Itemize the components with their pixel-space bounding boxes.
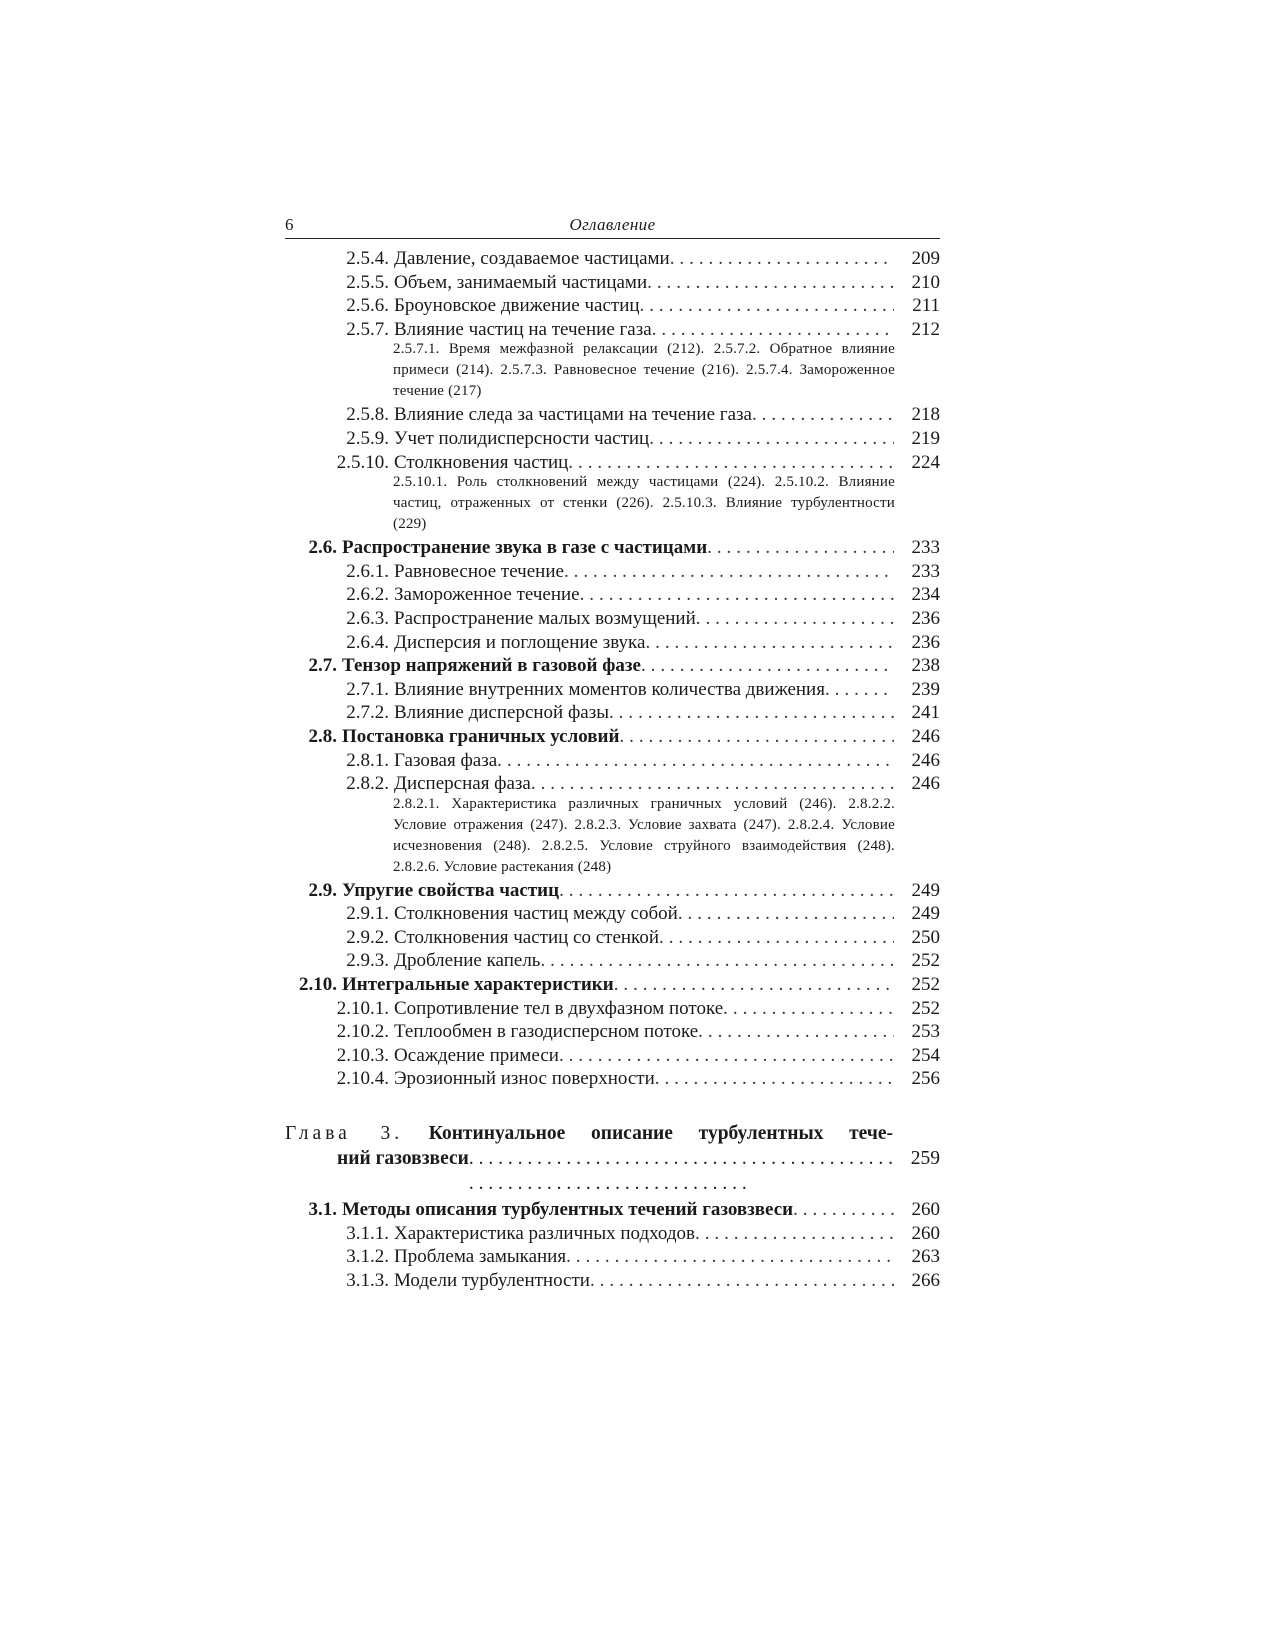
toc-section-entry xyxy=(285,1198,940,1222)
entry-title: Учет полидисперсности частиц xyxy=(394,427,650,449)
entry-number: 2.6.4. xyxy=(346,631,389,653)
entry-title: Теплообмен в газодисперсном потоке xyxy=(394,1021,699,1043)
toc-subsection-entry xyxy=(285,403,940,427)
toc-subsection-entry xyxy=(285,451,940,475)
entry-number: 2.7. xyxy=(308,655,337,677)
toc-subsection-entry xyxy=(285,772,940,796)
entry-number: 2.5.5. xyxy=(346,271,389,293)
entry-page: 249 xyxy=(911,903,940,925)
entry-title: Осаждение примеси xyxy=(394,1044,559,1066)
entry-title: Методы описания турбулентных течений газовзвеси xyxy=(342,1199,794,1221)
entry-number: 2.5.10. xyxy=(336,451,389,473)
entry-title: Столкновения частиц между собой xyxy=(394,903,678,925)
entry-page: 236 xyxy=(911,607,940,629)
toc-section-chapter-2 xyxy=(285,247,940,1091)
dot-leader xyxy=(540,949,894,973)
chapter-title: Континуальное описание турбулентных тече- xyxy=(428,1123,893,1145)
entry-number: 2.8.1. xyxy=(346,749,389,771)
entry-number: 3.1.3. xyxy=(346,1269,389,1291)
header-title: Оглавление xyxy=(569,215,656,234)
entry-page: 211 xyxy=(912,295,940,317)
entry-title: Эрозионный износ поверхности xyxy=(394,1068,655,1090)
entry-title: Влияние частиц на течение газа xyxy=(394,318,652,340)
entry-page: 219 xyxy=(911,427,940,449)
toc-subsection-entry xyxy=(285,949,940,973)
dot-leader xyxy=(590,1269,894,1293)
entry-number: 2.7.2. xyxy=(346,702,389,724)
chapter-heading xyxy=(285,1121,940,1196)
running-header xyxy=(285,212,940,239)
entry-title: Столкновения частиц xyxy=(394,451,569,473)
entry-page: 253 xyxy=(911,1021,940,1043)
entry-page: 256 xyxy=(911,1068,940,1090)
entry-number: 2.9.2. xyxy=(346,926,389,948)
dot-leader xyxy=(652,318,894,342)
toc-subsection-entry xyxy=(285,701,940,725)
toc-section-chapter-3 xyxy=(285,1198,940,1292)
chapter-title-line-2 xyxy=(285,1146,940,1196)
table-of-contents xyxy=(285,247,940,1292)
toc-subsection-entry xyxy=(285,997,940,1021)
entry-number: 2.8.2. xyxy=(346,773,389,795)
entry-title: Дробление капель xyxy=(394,950,541,972)
entry-page: 252 xyxy=(911,974,940,996)
entry-title: Сопротивление тел в двухфазном потоке xyxy=(394,997,724,1019)
toc-subsection-entry xyxy=(285,318,940,342)
entry-title: Влияние следа за частицами на течение газа xyxy=(394,404,752,426)
dot-leader xyxy=(793,1198,894,1222)
dot-leader xyxy=(698,1020,894,1044)
entry-number: 3.1.2. xyxy=(346,1246,389,1268)
entry-page: 239 xyxy=(911,678,940,700)
entry-page: 234 xyxy=(911,584,940,606)
entry-title: Тензор напряжений в газовой фазе xyxy=(342,655,641,677)
toc-subsection-entry xyxy=(285,1269,940,1293)
toc-subsection-entry xyxy=(285,631,940,655)
dot-leader xyxy=(614,973,894,997)
entry-title: Постановка граничных условий xyxy=(342,725,620,747)
entry-page: 246 xyxy=(911,749,940,771)
toc-section-entry xyxy=(285,654,940,678)
entry-number: 2.6.3. xyxy=(346,607,389,629)
entry-page: 254 xyxy=(911,1044,940,1066)
chapter-prefix: Глава 3. xyxy=(285,1123,404,1145)
chapter-title-line-1 xyxy=(285,1121,893,1146)
toc-section-entry xyxy=(285,536,940,560)
toc-subsection-entry xyxy=(285,560,940,584)
entry-title: Распространение малых возмущений xyxy=(394,607,696,629)
entry-page: 260 xyxy=(911,1222,940,1244)
entry-number: 2.8. xyxy=(308,725,337,747)
subsection-list: 2.5.7.1. Время межфазной релаксации (212). 2.5.7.2. Обратное влияние примеси (214). 2.5.7.3. Равновесное течение (216). 2.5.7.4. Замороженное течение (217) xyxy=(393,341,895,400)
entry-number: 2.7.1. xyxy=(346,678,389,700)
entry-number: 2.9.1. xyxy=(346,903,389,925)
dot-leader xyxy=(497,749,894,773)
entry-page: 246 xyxy=(911,773,940,795)
dot-leader xyxy=(696,607,894,631)
entry-page: 249 xyxy=(911,879,940,901)
dot-leader xyxy=(619,725,894,749)
dot-leader xyxy=(564,560,894,584)
dot-leader xyxy=(649,427,894,451)
toc-subsection-entry xyxy=(285,271,940,295)
entry-number: 2.5.6. xyxy=(346,295,389,317)
toc-subsection-entry xyxy=(285,294,940,318)
entry-number: 2.9.3. xyxy=(346,950,389,972)
entry-title: Интегральные характеристики xyxy=(342,974,614,996)
entry-page: 260 xyxy=(911,1199,940,1221)
entry-page: 233 xyxy=(911,560,940,582)
entry-number: 3.1. xyxy=(308,1199,337,1221)
entry-number: 2.10.1. xyxy=(336,997,389,1019)
entry-number: 2.10.2. xyxy=(336,1021,389,1043)
entry-title: Дисперсная фаза xyxy=(394,773,531,795)
dot-leader xyxy=(659,926,894,950)
entry-page: 246 xyxy=(911,725,940,747)
entry-title: Распространение звука в газе с частицами xyxy=(342,537,708,559)
page xyxy=(285,212,940,1292)
entry-number: 2.5.4. xyxy=(346,248,389,269)
toc-subsection-entry xyxy=(285,1044,940,1068)
entry-page: 263 xyxy=(911,1246,940,1268)
dot-leader xyxy=(655,1067,894,1091)
entry-page: 266 xyxy=(911,1269,940,1291)
entry-title: Дисперсия и поглощение звука xyxy=(394,631,646,653)
dot-leader xyxy=(640,294,894,318)
toc-subsection-entry xyxy=(285,749,940,773)
dot-leader xyxy=(707,536,894,560)
entry-page: 212 xyxy=(911,318,940,340)
entry-number: 2.10. xyxy=(299,974,337,996)
toc-subsection-entry xyxy=(285,427,940,451)
dot-leader xyxy=(609,701,894,725)
dot-leader xyxy=(641,654,894,678)
dot-leader xyxy=(695,1222,894,1246)
entry-number: 2.5.9. xyxy=(346,427,389,449)
entry-number: 2.6. xyxy=(308,537,337,559)
entry-title: Проблема замыкания xyxy=(394,1246,567,1268)
dot-leader xyxy=(559,1044,894,1068)
dot-leader xyxy=(469,1146,894,1196)
toc-subsection-entry xyxy=(285,926,940,950)
toc-subsection-entry xyxy=(285,607,940,631)
dot-leader xyxy=(531,772,894,796)
toc-subsection-entry xyxy=(285,1020,940,1044)
toc-subsection-entry xyxy=(285,583,940,607)
dot-leader xyxy=(678,902,894,926)
toc-subsection-entry xyxy=(285,1222,940,1246)
entry-title: Влияние внутренних моментов количества движения xyxy=(394,678,825,700)
dot-leader xyxy=(580,583,894,607)
entry-page: 241 xyxy=(911,702,940,724)
entry-number: 2.5.7. xyxy=(346,318,389,340)
toc-subsection-entry xyxy=(285,1245,940,1269)
dot-leader xyxy=(723,997,894,1021)
chapter-title-continued: ний газовзвеси xyxy=(337,1148,469,1170)
entry-page: 252 xyxy=(911,950,940,972)
entry-title: Модели турбулентности xyxy=(394,1269,590,1291)
entry-title: Равновесное течение xyxy=(394,560,564,582)
entry-title: Газовая фаза xyxy=(394,749,498,771)
entry-number: 2.6.1. xyxy=(346,560,389,582)
subsection-list: 2.8.2.1. Характеристика различных граничных условий (246). 2.8.2.2. Условие отражения (247). 2.8.2.3. Условие захвата (247). 2.8.2.4. Условие исчезновения (248). 2.8.2.5. Условие струйного взаимодействия (248). 2.8.2.6. Условие растекания (248) xyxy=(393,795,895,875)
subsection-list: 2.5.10.1. Роль столкновений между частицами (224). 2.5.10.2. Влияние частиц, отраженных от стенки (226). 2.5.10.3. Влияние турбулентности (229) xyxy=(393,474,895,533)
toc-subsection-entry xyxy=(285,902,940,926)
entry-title: Замороженное течение xyxy=(394,584,580,606)
entry-title: Броуновское движение частиц xyxy=(394,295,640,317)
entry-page: 252 xyxy=(911,997,940,1019)
dot-leader xyxy=(566,1245,894,1269)
toc-subsection-entry xyxy=(285,678,940,702)
dot-leader xyxy=(752,403,894,427)
entry-page: 218 xyxy=(911,404,940,426)
toc-subsection-entry xyxy=(285,247,940,271)
entry-page: 250 xyxy=(911,926,940,948)
entry-title: Столкновения частиц со стенкой xyxy=(394,926,659,948)
entry-page: 224 xyxy=(911,451,940,473)
header-page-number: 6 xyxy=(285,215,294,234)
entry-number: 3.1.1. xyxy=(346,1222,389,1244)
entry-number: 2.9. xyxy=(308,879,337,901)
entry-page: 238 xyxy=(911,655,940,677)
entry-number: 2.10.4. xyxy=(336,1068,389,1090)
dot-leader xyxy=(645,631,894,655)
entry-number: 2.10.3. xyxy=(336,1044,389,1066)
dot-leader xyxy=(647,271,894,295)
toc-section-entry xyxy=(285,879,940,903)
entry-title: Характеристика различных подходов xyxy=(394,1222,695,1244)
toc-section-entry xyxy=(285,973,940,997)
entry-title: Давление, создаваемое частицами xyxy=(394,248,670,269)
entry-page: 209 xyxy=(911,248,940,269)
entry-page: 236 xyxy=(911,631,940,653)
entry-title: Влияние дисперсной фазы xyxy=(394,702,609,724)
entry-title: Упругие свойства частиц xyxy=(342,879,560,901)
entry-number: 2.5.8. xyxy=(346,404,389,426)
toc-section-entry xyxy=(285,725,940,749)
dot-leader xyxy=(568,451,894,475)
entry-title: Объем, занимаемый частицами xyxy=(394,271,648,293)
toc-subsection-entry xyxy=(285,1067,940,1091)
entry-page: 233 xyxy=(911,537,940,559)
dot-leader xyxy=(559,879,894,903)
dot-leader xyxy=(670,247,894,271)
dot-leader xyxy=(825,678,894,702)
chapter-page: 259 xyxy=(910,1148,940,1170)
entry-page: 210 xyxy=(911,271,940,293)
entry-number: 2.6.2. xyxy=(346,584,389,606)
